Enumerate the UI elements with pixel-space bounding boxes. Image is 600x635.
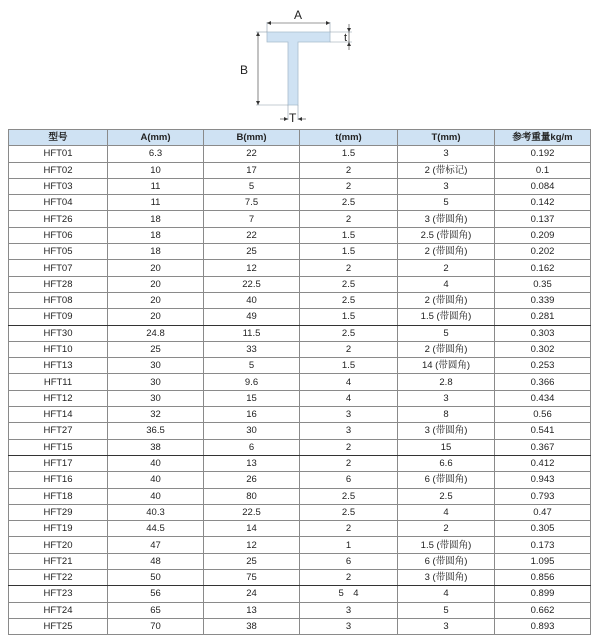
cell-b-mm: 25 xyxy=(204,244,300,260)
cell-b-mm: 26 xyxy=(204,472,300,488)
cell-t-big-mm: 2 (带圆角) xyxy=(398,292,495,308)
cell-t-small-mm: 2.5 xyxy=(300,488,398,504)
column-header-b-mm: B(mm) xyxy=(204,130,300,146)
cell-a-mm: 40 xyxy=(108,455,204,471)
cell-model: HFT05 xyxy=(9,244,108,260)
cell-a-mm: 20 xyxy=(108,292,204,308)
cell-a-mm: 56 xyxy=(108,586,204,602)
cell-model: HFT19 xyxy=(9,521,108,537)
cell-weight-kg-per-m: 0.142 xyxy=(495,195,591,211)
cell-model: HFT11 xyxy=(9,374,108,390)
cell-weight-kg-per-m: 0.899 xyxy=(495,586,591,602)
table-row xyxy=(9,570,591,586)
cell-a-mm: 24.8 xyxy=(108,325,204,341)
cell-model: HFT15 xyxy=(9,439,108,455)
cell-a-mm: 30 xyxy=(108,358,204,374)
cell-b-mm: 12 xyxy=(204,537,300,553)
dim-label-t-big: T xyxy=(289,111,297,125)
cell-b-mm: 80 xyxy=(204,488,300,504)
cell-weight-kg-per-m: 0.281 xyxy=(495,309,591,325)
table-row xyxy=(9,325,591,341)
cell-weight-kg-per-m: 0.367 xyxy=(495,439,591,455)
cell-b-mm: 22 xyxy=(204,146,300,162)
cell-b-mm: 49 xyxy=(204,309,300,325)
column-header-t-big-mm: T(mm) xyxy=(398,130,495,146)
cell-model: HFT20 xyxy=(9,537,108,553)
cell-t-small-mm: 2 xyxy=(300,521,398,537)
cell-model: HFT03 xyxy=(9,178,108,194)
cell-t-small-mm: 5 4 xyxy=(300,586,398,602)
cell-t-small-mm: 2.5 xyxy=(300,292,398,308)
cell-t-small-mm: 3 xyxy=(300,618,398,634)
cell-t-small-mm: 2 xyxy=(300,439,398,455)
spec-table xyxy=(8,129,591,635)
table-row xyxy=(9,358,591,374)
cell-model: HFT08 xyxy=(9,292,108,308)
cell-weight-kg-per-m: 0.434 xyxy=(495,390,591,406)
cell-model: HFT07 xyxy=(9,260,108,276)
cell-model: HFT21 xyxy=(9,553,108,569)
cell-t-small-mm: 2.5 xyxy=(300,504,398,520)
cell-b-mm: 12 xyxy=(204,260,300,276)
cell-b-mm: 9.6 xyxy=(204,374,300,390)
cell-model: HFT24 xyxy=(9,602,108,618)
cell-t-big-mm: 1.5 (带圆角) xyxy=(398,537,495,553)
cell-model: HFT02 xyxy=(9,162,108,178)
table-row xyxy=(9,472,591,488)
table-row xyxy=(9,178,591,194)
cell-weight-kg-per-m: 0.162 xyxy=(495,260,591,276)
cell-t-big-mm: 4 xyxy=(398,504,495,520)
table-row xyxy=(9,162,591,178)
cell-t-small-mm: 2 xyxy=(300,178,398,194)
cell-t-small-mm: 3 xyxy=(300,407,398,423)
cell-t-big-mm: 3 xyxy=(398,390,495,406)
cell-b-mm: 11.5 xyxy=(204,325,300,341)
table-row xyxy=(9,423,591,439)
cell-t-big-mm: 4 xyxy=(398,276,495,292)
cell-model: HFT25 xyxy=(9,618,108,634)
cell-t-big-mm: 2.5 (带圆角) xyxy=(398,227,495,243)
table-row xyxy=(9,553,591,569)
cell-t-big-mm: 6 (带圆角) xyxy=(398,472,495,488)
cell-a-mm: 30 xyxy=(108,374,204,390)
table-row xyxy=(9,341,591,357)
cell-t-big-mm: 2.5 xyxy=(398,488,495,504)
cell-t-small-mm: 4 xyxy=(300,390,398,406)
cell-weight-kg-per-m: 0.137 xyxy=(495,211,591,227)
cell-b-mm: 22.5 xyxy=(204,276,300,292)
cell-model: HFT16 xyxy=(9,472,108,488)
table-row xyxy=(9,227,591,243)
table-row xyxy=(9,390,591,406)
cell-weight-kg-per-m: 0.893 xyxy=(495,618,591,634)
table-row xyxy=(9,309,591,325)
cell-model: HFT27 xyxy=(9,423,108,439)
cell-weight-kg-per-m: 0.47 xyxy=(495,504,591,520)
cell-t-small-mm: 2.5 xyxy=(300,325,398,341)
cell-t-big-mm: 3 (带圆角) xyxy=(398,423,495,439)
cell-b-mm: 38 xyxy=(204,618,300,634)
cell-t-big-mm: 1.5 (带圆角) xyxy=(398,309,495,325)
cell-t-small-mm: 1.5 xyxy=(300,358,398,374)
cell-a-mm: 65 xyxy=(108,602,204,618)
table-row xyxy=(9,260,591,276)
cell-t-small-mm: 6 xyxy=(300,472,398,488)
cell-a-mm: 25 xyxy=(108,341,204,357)
cell-a-mm: 70 xyxy=(108,618,204,634)
table-row xyxy=(9,537,591,553)
cell-b-mm: 22.5 xyxy=(204,504,300,520)
cell-b-mm: 30 xyxy=(204,423,300,439)
cell-t-small-mm: 1.5 xyxy=(300,244,398,260)
cell-t-big-mm: 8 xyxy=(398,407,495,423)
t-profile-diagram xyxy=(230,0,370,125)
cell-b-mm: 17 xyxy=(204,162,300,178)
cell-a-mm: 11 xyxy=(108,195,204,211)
cell-weight-kg-per-m: 0.339 xyxy=(495,292,591,308)
column-header-t-small-mm: t(mm) xyxy=(300,130,398,146)
cell-t-small-mm: 1 xyxy=(300,537,398,553)
cell-t-big-mm: 2 (带标记) xyxy=(398,162,495,178)
cell-t-big-mm: 6.6 xyxy=(398,455,495,471)
cell-weight-kg-per-m: 0.366 xyxy=(495,374,591,390)
cell-t-small-mm: 2 xyxy=(300,570,398,586)
cell-t-big-mm: 15 xyxy=(398,439,495,455)
cell-t-big-mm: 3 (带圆角) xyxy=(398,211,495,227)
cell-t-small-mm: 2 xyxy=(300,211,398,227)
cell-b-mm: 25 xyxy=(204,553,300,569)
dim-label-b: B xyxy=(240,63,249,77)
cell-t-big-mm: 3 xyxy=(398,146,495,162)
cell-t-big-mm: 4 xyxy=(398,586,495,602)
cell-a-mm: 10 xyxy=(108,162,204,178)
cell-model: HFT17 xyxy=(9,455,108,471)
table-row xyxy=(9,244,591,260)
dim-label-a: A xyxy=(294,8,303,22)
cell-a-mm: 6.3 xyxy=(108,146,204,162)
column-header-weight-kg-per-m: 参考重量kg/m xyxy=(495,130,591,146)
cell-b-mm: 15 xyxy=(204,390,300,406)
cell-weight-kg-per-m: 0.305 xyxy=(495,521,591,537)
cell-t-small-mm: 1.5 xyxy=(300,309,398,325)
cell-a-mm: 40 xyxy=(108,472,204,488)
cell-t-big-mm: 3 xyxy=(398,178,495,194)
cell-t-big-mm: 5 xyxy=(398,195,495,211)
cell-weight-kg-per-m: 0.302 xyxy=(495,341,591,357)
table-row xyxy=(9,292,591,308)
cell-a-mm: 40.3 xyxy=(108,504,204,520)
cell-t-big-mm: 3 (带圆角) xyxy=(398,570,495,586)
cell-weight-kg-per-m: 0.412 xyxy=(495,455,591,471)
cell-model: HFT06 xyxy=(9,227,108,243)
table-row xyxy=(9,504,591,520)
cell-a-mm: 32 xyxy=(108,407,204,423)
cell-b-mm: 33 xyxy=(204,341,300,357)
cell-a-mm: 20 xyxy=(108,309,204,325)
cell-b-mm: 7 xyxy=(204,211,300,227)
cell-model: HFT04 xyxy=(9,195,108,211)
cell-model: HFT26 xyxy=(9,211,108,227)
cell-weight-kg-per-m: 0.1 xyxy=(495,162,591,178)
cell-weight-kg-per-m: 0.192 xyxy=(495,146,591,162)
cell-b-mm: 5 xyxy=(204,178,300,194)
cell-t-big-mm: 2 xyxy=(398,260,495,276)
cell-a-mm: 18 xyxy=(108,227,204,243)
table-row xyxy=(9,276,591,292)
cell-weight-kg-per-m: 0.209 xyxy=(495,227,591,243)
cell-b-mm: 14 xyxy=(204,521,300,537)
cell-weight-kg-per-m: 0.541 xyxy=(495,423,591,439)
cell-model: HFT18 xyxy=(9,488,108,504)
cell-model: HFT10 xyxy=(9,341,108,357)
cell-weight-kg-per-m: 0.173 xyxy=(495,537,591,553)
cell-model: HFT13 xyxy=(9,358,108,374)
cell-weight-kg-per-m: 0.793 xyxy=(495,488,591,504)
cell-a-mm: 40 xyxy=(108,488,204,504)
cell-t-small-mm: 2.5 xyxy=(300,195,398,211)
cell-t-small-mm: 6 xyxy=(300,553,398,569)
cell-t-big-mm: 2 (带圆角) xyxy=(398,341,495,357)
cell-a-mm: 50 xyxy=(108,570,204,586)
cell-t-big-mm: 14 (带圆角) xyxy=(398,358,495,374)
cell-b-mm: 13 xyxy=(204,602,300,618)
cell-b-mm: 5 xyxy=(204,358,300,374)
cell-a-mm: 20 xyxy=(108,276,204,292)
cell-t-small-mm: 4 xyxy=(300,374,398,390)
cell-model: HFT22 xyxy=(9,570,108,586)
t-profile-icon xyxy=(230,0,370,125)
cell-t-big-mm: 2.8 xyxy=(398,374,495,390)
cell-b-mm: 13 xyxy=(204,455,300,471)
cell-b-mm: 75 xyxy=(204,570,300,586)
cell-weight-kg-per-m: 0.253 xyxy=(495,358,591,374)
cell-t-big-mm: 2 xyxy=(398,521,495,537)
table-row xyxy=(9,618,591,634)
cell-t-small-mm: 3 xyxy=(300,423,398,439)
table-row xyxy=(9,602,591,618)
cell-model: HFT01 xyxy=(9,146,108,162)
table-row xyxy=(9,211,591,227)
cell-b-mm: 16 xyxy=(204,407,300,423)
cell-t-big-mm: 5 xyxy=(398,325,495,341)
cell-t-big-mm: 2 (带圆角) xyxy=(398,244,495,260)
cell-a-mm: 20 xyxy=(108,260,204,276)
cell-model: HFT09 xyxy=(9,309,108,325)
cell-weight-kg-per-m: 0.856 xyxy=(495,570,591,586)
cell-a-mm: 18 xyxy=(108,244,204,260)
cell-t-small-mm: 3 xyxy=(300,602,398,618)
table-row xyxy=(9,488,591,504)
cell-t-small-mm: 2.5 xyxy=(300,276,398,292)
cell-b-mm: 7.5 xyxy=(204,195,300,211)
table-row xyxy=(9,439,591,455)
cell-t-small-mm: 2 xyxy=(300,260,398,276)
cell-b-mm: 24 xyxy=(204,586,300,602)
cell-t-small-mm: 1.5 xyxy=(300,227,398,243)
table-row xyxy=(9,407,591,423)
cell-weight-kg-per-m: 0.303 xyxy=(495,325,591,341)
cell-b-mm: 22 xyxy=(204,227,300,243)
cell-t-small-mm: 1.5 xyxy=(300,146,398,162)
cell-weight-kg-per-m: 0.202 xyxy=(495,244,591,260)
cell-a-mm: 38 xyxy=(108,439,204,455)
cell-t-big-mm: 6 (带圆角) xyxy=(398,553,495,569)
cell-weight-kg-per-m: 0.35 xyxy=(495,276,591,292)
table-row xyxy=(9,455,591,471)
cell-t-small-mm: 2 xyxy=(300,162,398,178)
cell-t-big-mm: 5 xyxy=(398,602,495,618)
cell-a-mm: 44.5 xyxy=(108,521,204,537)
cell-model: HFT30 xyxy=(9,325,108,341)
cell-weight-kg-per-m: 0.943 xyxy=(495,472,591,488)
column-header-a-mm: A(mm) xyxy=(108,130,204,146)
cell-model: HFT23 xyxy=(9,586,108,602)
cell-a-mm: 11 xyxy=(108,178,204,194)
cell-a-mm: 47 xyxy=(108,537,204,553)
cell-model: HFT12 xyxy=(9,390,108,406)
cell-weight-kg-per-m: 1.095 xyxy=(495,553,591,569)
column-header-model: 型号 xyxy=(9,130,108,146)
cell-b-mm: 40 xyxy=(204,292,300,308)
cell-t-small-mm: 2 xyxy=(300,341,398,357)
cell-weight-kg-per-m: 0.662 xyxy=(495,602,591,618)
cell-weight-kg-per-m: 0.56 xyxy=(495,407,591,423)
dim-label-t-small: t xyxy=(344,32,348,44)
table-row xyxy=(9,195,591,211)
cell-t-small-mm: 2 xyxy=(300,455,398,471)
table-body xyxy=(9,146,591,635)
cell-a-mm: 48 xyxy=(108,553,204,569)
table-row xyxy=(9,374,591,390)
cell-weight-kg-per-m: 0.084 xyxy=(495,178,591,194)
table-row xyxy=(9,146,591,162)
cell-a-mm: 18 xyxy=(108,211,204,227)
cell-model: HFT28 xyxy=(9,276,108,292)
cell-a-mm: 36.5 xyxy=(108,423,204,439)
cell-model: HFT29 xyxy=(9,504,108,520)
cell-t-big-mm: 3 xyxy=(398,618,495,634)
cell-a-mm: 30 xyxy=(108,390,204,406)
cell-model: HFT14 xyxy=(9,407,108,423)
table-row xyxy=(9,521,591,537)
table-header-row xyxy=(9,130,591,146)
cell-b-mm: 6 xyxy=(204,439,300,455)
